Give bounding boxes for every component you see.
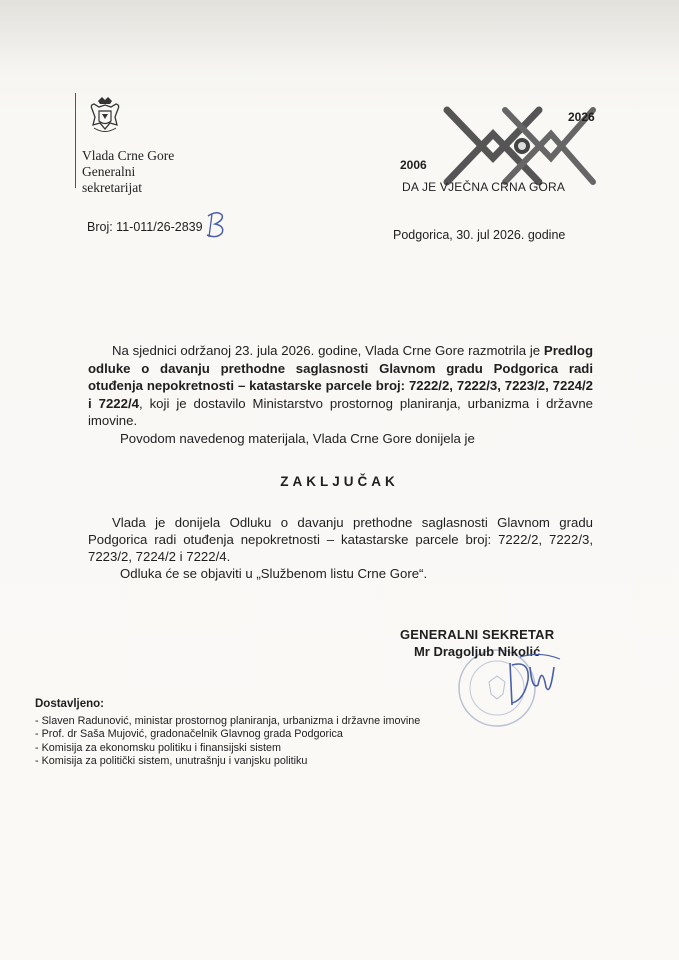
scan-shadow: [0, 0, 679, 70]
handwritten-signature-icon: [490, 645, 570, 715]
recipient-item: - Slaven Radunović, ministar prostornog planiranja, urbanizma i državne imovine: [35, 714, 421, 727]
org-line-3: sekretarijat: [82, 180, 142, 195]
organization-name: [82, 148, 174, 196]
signatory-name: Mr Dragoljub Nikolić: [413, 644, 541, 659]
conclusion-text: Vlada je donijela Odluku o davanju prethodne saglasnosti Glavnom gradu Podgorica radi otuđenja nepokretnosti – katastarske parcele broj: 7222/2, 7222/3, 7223/2, 7224/2 i 7222/4.: [88, 515, 593, 564]
intro-text-end: , koji je dostavilo Ministarstvo prostornog planiranja, urbanizma i državne imovine.: [88, 395, 594, 428]
logo-slogan: DA JE VJEČNA CRNA GORA: [402, 180, 566, 194]
intro-paragraph: [88, 342, 593, 430]
logo-year-right: 2026: [568, 110, 595, 124]
conclusion-title: ZAKLJUČAK: [280, 474, 399, 489]
recipients-list: [35, 698, 420, 769]
intro-section: [88, 342, 593, 447]
intro-bold-text: Predlog odluke o davanju prethodne saglasnosti Glavnom gradu Podgorica radi otuđenja nepokretnosti – katastarske parcele broj: 7222/2, 7222/3, 7223/2, 7224/2 i 7222/4: [88, 343, 593, 411]
recipient-item: - Prof. dr Saša Mujović, gradonačelnik Glavnog grada Podgorica: [35, 728, 343, 740]
place-and-date: Podgorica, 30. jul 2026. godine: [393, 228, 566, 242]
org-line-1: Vlada Crne Gore: [82, 148, 175, 163]
coat-of-arms-icon: [88, 95, 122, 139]
handwritten-digit-icon: [203, 210, 229, 240]
conclusion-section: [88, 514, 593, 582]
logo-year-left: 2006: [400, 158, 427, 172]
recipient-item: - Komisija za ekonomsku politiku i finansijski sistem: [35, 741, 282, 754]
recipient-item: - Komisija za politički sistem, unutrašnju i vanjsku politiku: [35, 755, 308, 767]
publication-note: Odluka će se objaviti u „Službenom listu Crne Gore“.: [120, 566, 428, 581]
document-number: Broj: 11-011/26-2839: [87, 220, 203, 234]
recipients-title: Dostavljeno:: [35, 698, 105, 710]
header-divider: [75, 93, 76, 188]
intro-second-line: Povodom navedenog materijala, Vlada Crne Gore donijela je: [120, 430, 475, 446]
signatory-title: GENERALNI SEKRETAR: [400, 627, 555, 642]
org-line-2: Generalni: [82, 164, 136, 179]
intro-text-start: Na sjednici održanoj 23. jula 2026. godine, Vlada Crne Gore razmotrila je: [112, 343, 544, 358]
